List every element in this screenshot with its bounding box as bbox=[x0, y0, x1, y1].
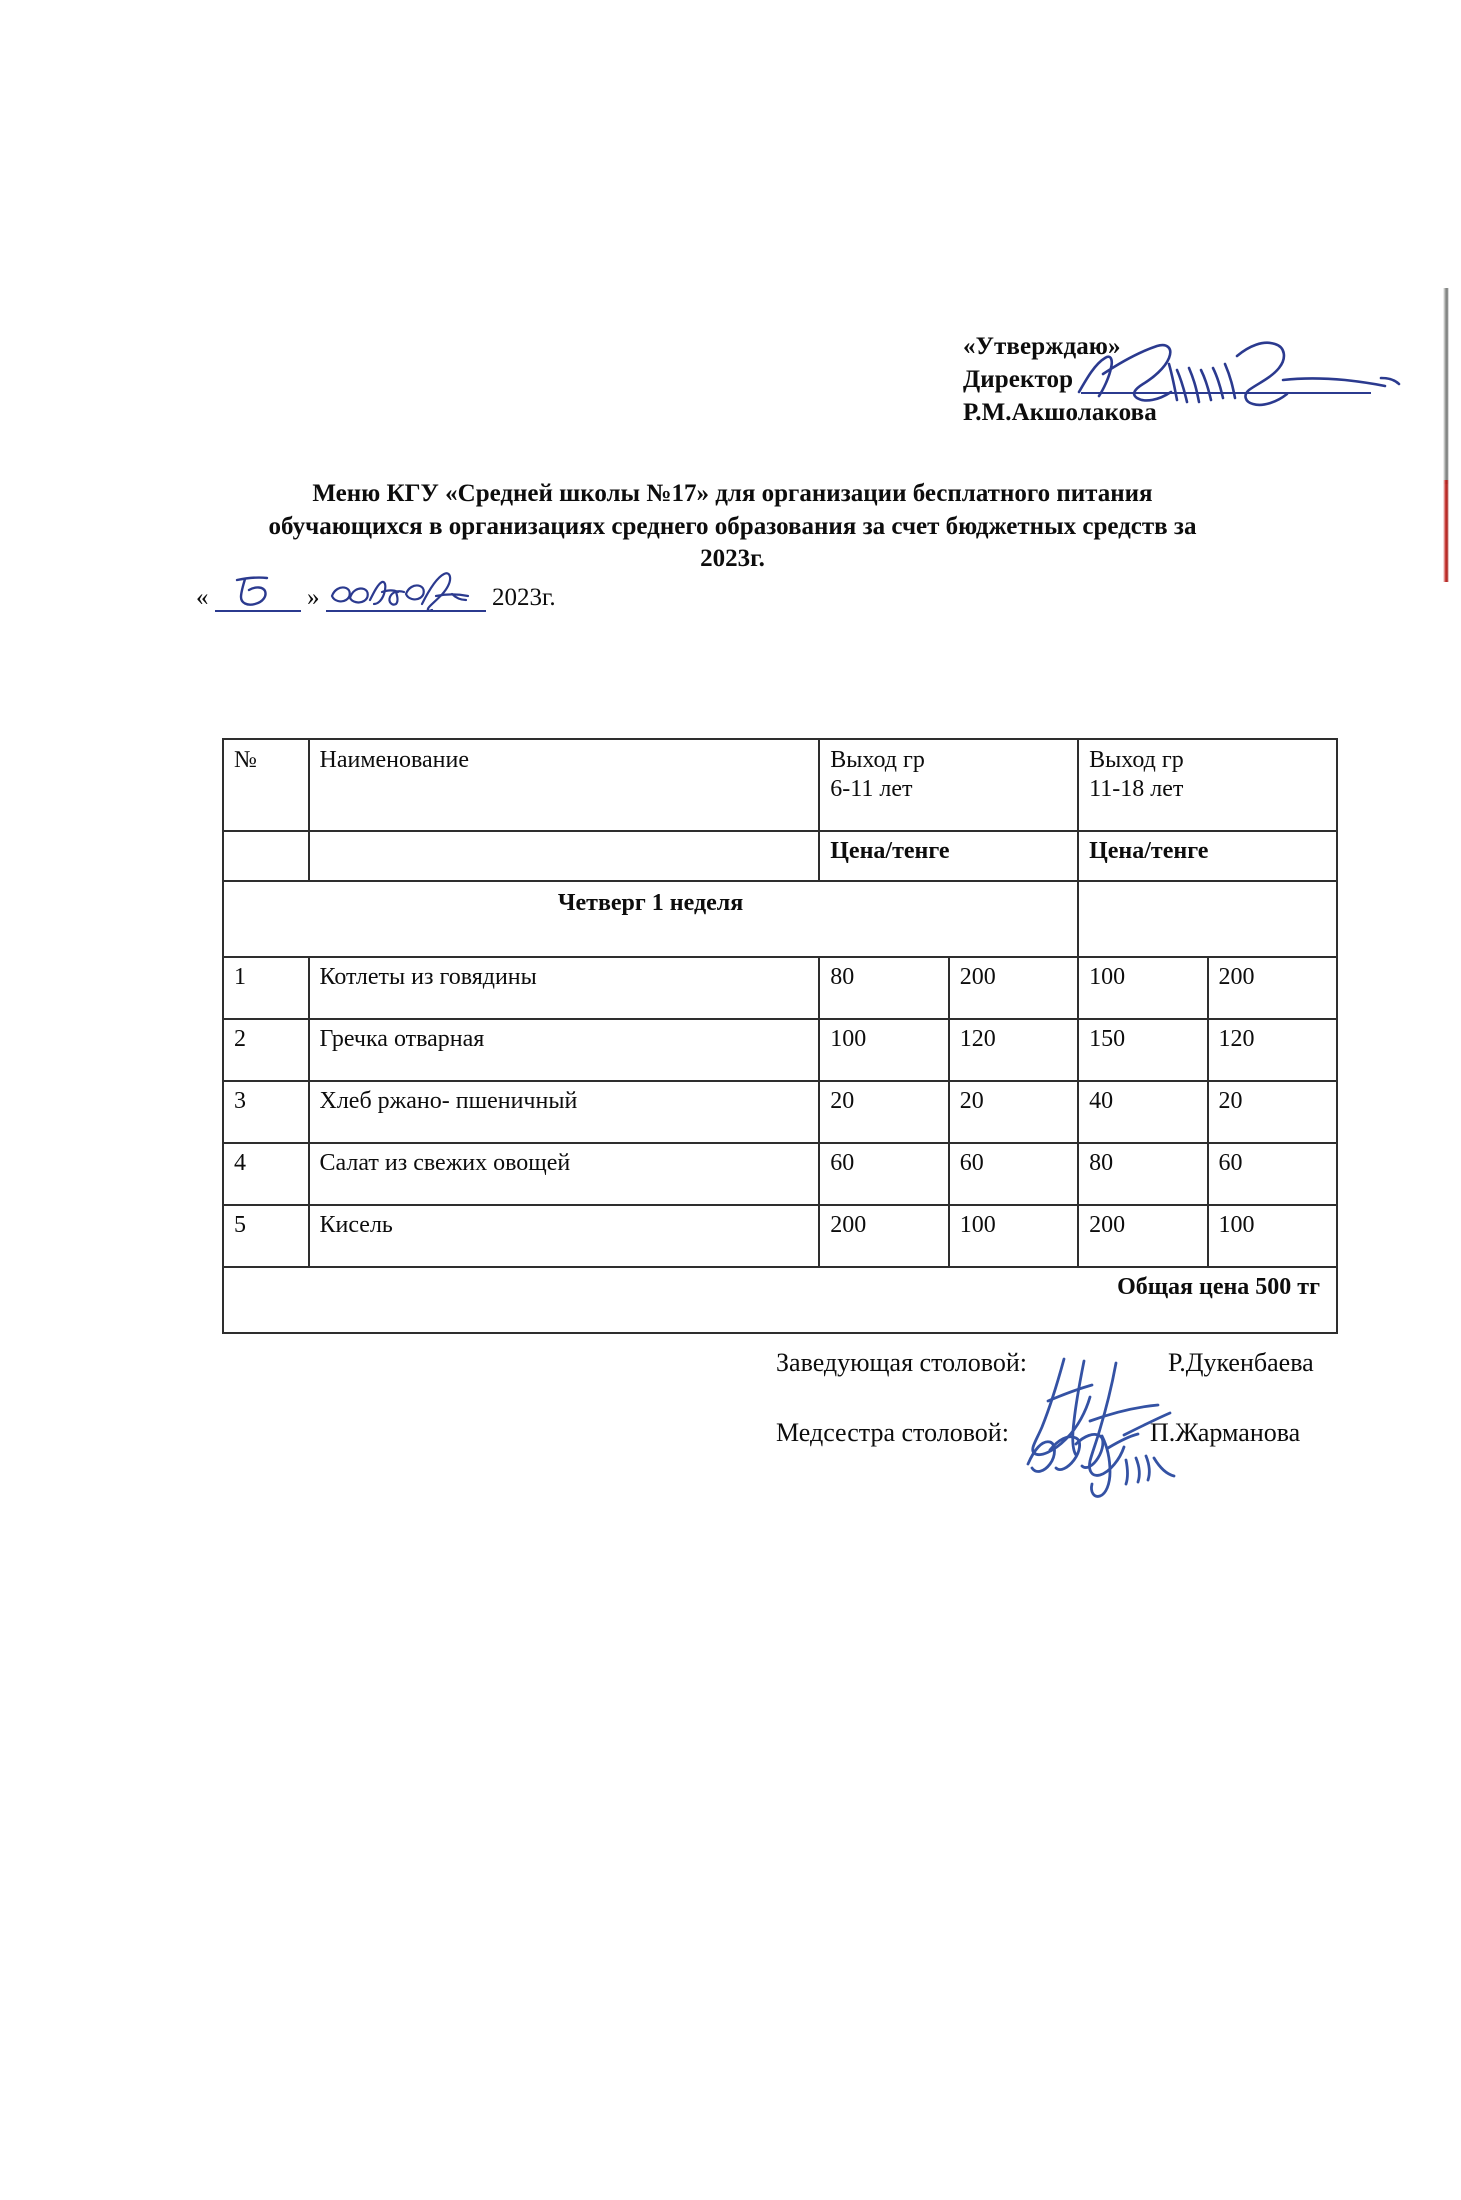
scan-edge-artifact-gray bbox=[1443, 288, 1449, 484]
table-row bbox=[223, 957, 1337, 1019]
row-price-11-18: 200 bbox=[1208, 957, 1337, 1019]
title-line-3: 2023г. bbox=[700, 545, 765, 572]
day-row-spacer bbox=[1078, 881, 1337, 957]
row-price-6-11: 20 bbox=[949, 1081, 1078, 1143]
row-dish-name: Хлеб ржано- пшеничный bbox=[309, 1081, 820, 1143]
canteen-head-name: Р.Дукенбаева bbox=[1168, 1348, 1314, 1377]
row-dish-name: Котлеты из говядины bbox=[309, 957, 820, 1019]
table-row bbox=[223, 1019, 1337, 1081]
row-grams-11-18: 200 bbox=[1078, 1205, 1207, 1267]
handwritten-day-icon bbox=[215, 570, 301, 612]
row-dish-name: Кисель bbox=[309, 1205, 820, 1267]
handwritten-month-icon bbox=[326, 570, 486, 612]
row-number: 5 bbox=[223, 1205, 309, 1267]
menu-table bbox=[222, 738, 1338, 1334]
canteen-head-label: Заведующая столовой: bbox=[776, 1348, 1027, 1377]
row-grams-11-18: 150 bbox=[1078, 1019, 1207, 1081]
table-header-row bbox=[223, 739, 1337, 831]
row-grams-6-11: 100 bbox=[819, 1019, 948, 1081]
row-grams-11-18: 80 bbox=[1078, 1143, 1207, 1205]
canteen-head-row bbox=[776, 1350, 1314, 1420]
header-age-group-11-18-line2: 11-18 лет bbox=[1089, 776, 1184, 803]
price-header-num-spacer bbox=[223, 831, 309, 881]
row-price-6-11: 200 bbox=[949, 957, 1078, 1019]
title-line-2: обучающихся в организациях среднего образования за счет бюджетных средств за bbox=[268, 512, 1197, 540]
document-title bbox=[205, 478, 1260, 576]
row-grams-11-18: 40 bbox=[1078, 1081, 1207, 1143]
header-price-6-11: Цена/тенге bbox=[819, 831, 1078, 881]
row-price-6-11: 120 bbox=[949, 1019, 1078, 1081]
day-week-label: Четверг 1 неделя bbox=[223, 881, 1078, 957]
row-number: 2 bbox=[223, 1019, 309, 1081]
row-price-11-18: 100 bbox=[1208, 1205, 1337, 1267]
date-year: 2023г. bbox=[492, 584, 556, 611]
date-line bbox=[196, 580, 556, 612]
row-number: 3 bbox=[223, 1081, 309, 1143]
table-total-row bbox=[223, 1267, 1337, 1333]
row-price-11-18: 60 bbox=[1208, 1143, 1337, 1205]
director-label: Директор bbox=[963, 366, 1074, 393]
director-row bbox=[963, 363, 1383, 396]
table-row bbox=[223, 1081, 1337, 1143]
row-price-6-11: 60 bbox=[949, 1143, 1078, 1205]
row-grams-6-11: 200 bbox=[819, 1205, 948, 1267]
director-name-row bbox=[963, 396, 1383, 429]
director-name: Р.М.Акшолакова bbox=[963, 399, 1157, 426]
row-grams-11-18: 100 bbox=[1078, 957, 1207, 1019]
row-price-11-18: 120 bbox=[1208, 1019, 1337, 1081]
table-price-header-row bbox=[223, 831, 1337, 881]
table-day-row bbox=[223, 881, 1337, 957]
price-header-name-spacer bbox=[309, 831, 820, 881]
row-number: 4 bbox=[223, 1143, 309, 1205]
signoff-block bbox=[776, 1350, 1314, 1490]
header-age-group-11-18 bbox=[1078, 739, 1337, 831]
row-grams-6-11: 20 bbox=[819, 1081, 948, 1143]
approval-word-row bbox=[963, 330, 1383, 363]
director-signature-rule bbox=[1081, 392, 1371, 394]
date-open-quote: « bbox=[196, 584, 209, 611]
header-age-group-6-11-line1: Выход гр bbox=[830, 747, 925, 773]
table-row bbox=[223, 1143, 1337, 1205]
row-grams-6-11: 60 bbox=[819, 1143, 948, 1205]
table-row bbox=[223, 1205, 1337, 1267]
header-age-group-11-18-line1: Выход гр bbox=[1089, 747, 1184, 773]
header-name: Наименование bbox=[309, 739, 820, 831]
approval-word: «Утверждаю» bbox=[963, 333, 1121, 360]
total-price-label: Общая цена 500 тг bbox=[223, 1267, 1337, 1333]
nurse-label: Медсестра столовой: bbox=[776, 1418, 1009, 1447]
header-age-group-6-11-line2: 6-11 лет bbox=[830, 776, 913, 803]
header-price-11-18: Цена/тенге bbox=[1078, 831, 1337, 881]
row-grams-6-11: 80 bbox=[819, 957, 948, 1019]
row-price-6-11: 100 bbox=[949, 1205, 1078, 1267]
scan-edge-artifact-red bbox=[1443, 480, 1449, 582]
title-line-1: Меню КГУ «Средней школы №17» для организации бесплатного питания bbox=[312, 480, 1153, 507]
row-dish-name: Салат из свежих овощей bbox=[309, 1143, 820, 1205]
nurse-name: П.Жарманова bbox=[1149, 1418, 1301, 1447]
date-close-quote: » bbox=[307, 584, 320, 611]
date-month-blank bbox=[326, 580, 486, 612]
header-num: № bbox=[223, 739, 309, 831]
nurse-row bbox=[776, 1420, 1314, 1490]
row-number: 1 bbox=[223, 957, 309, 1019]
row-price-11-18: 20 bbox=[1208, 1081, 1337, 1143]
row-dish-name: Гречка отварная bbox=[309, 1019, 820, 1081]
approval-block bbox=[963, 330, 1383, 429]
date-day-blank bbox=[215, 580, 301, 612]
header-age-group-6-11 bbox=[819, 739, 1078, 831]
